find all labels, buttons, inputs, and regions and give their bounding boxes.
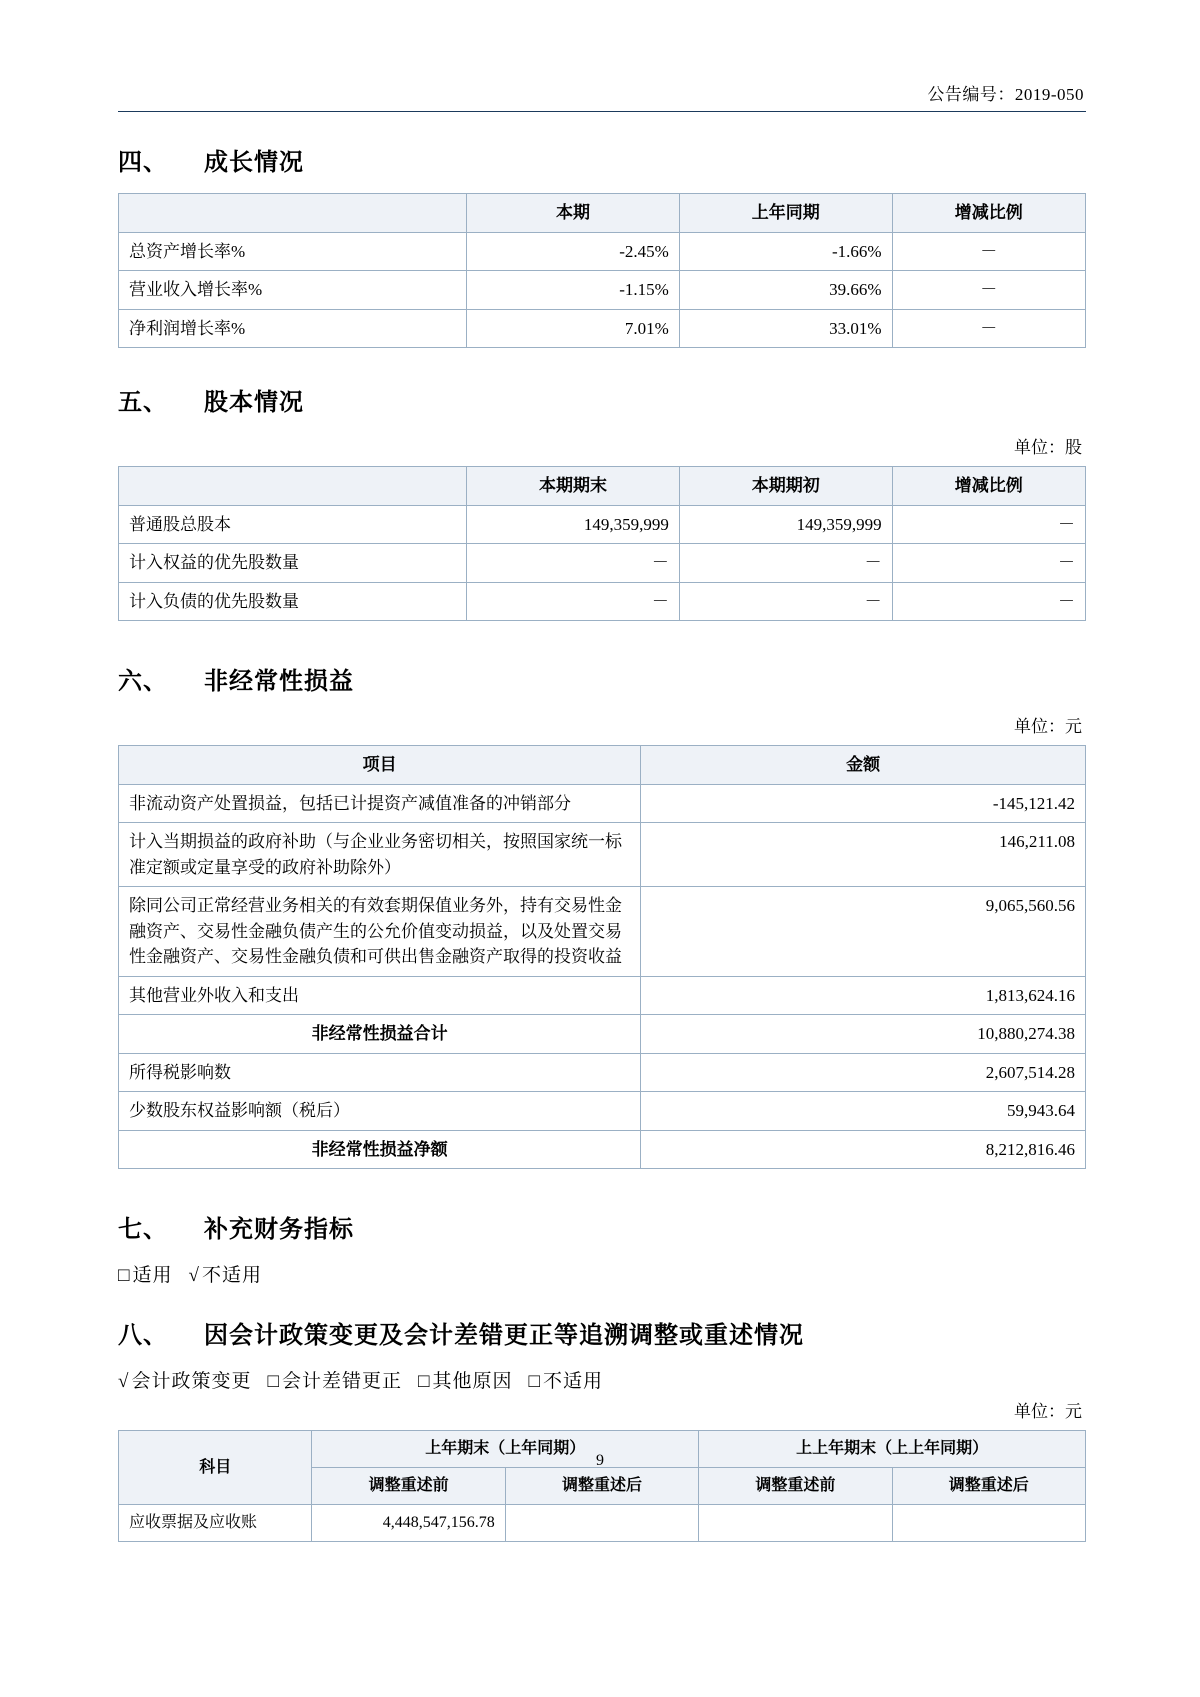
nonrec-r7-item: 非经常性损益净额 (119, 1130, 641, 1169)
nonrec-r5-amount: 2,607,514.28 (641, 1053, 1086, 1092)
nonrec-r0-item: 非流动资产处置损益，包括已计提资产减值准备的冲销部分 (119, 784, 641, 823)
nonrec-col-item: 项目 (119, 746, 641, 785)
growth-col-1: 本期 (467, 194, 680, 233)
section-heading-nonrecurring (118, 661, 1086, 696)
nonrec-r1-amount: 146,211.08 (641, 823, 1086, 887)
checkbox-not-applicable[interactable]: □ (528, 1371, 541, 1392)
growth-r1-label: 营业收入增长率% (119, 271, 467, 310)
section-number-nonrecurring: 六、 (118, 668, 168, 695)
nonrec-r7-amount: 8,212,816.46 (641, 1130, 1086, 1169)
equity-r0-end: 149,359,999 (467, 505, 680, 544)
nonrec-r3-amount: 1,813,624.16 (641, 976, 1086, 1015)
growth-col-2: 上年同期 (679, 194, 892, 233)
section-number-equity: 五、 (118, 389, 168, 416)
equity-table (118, 466, 1086, 621)
checkbox-supplementary-not-applicable[interactable]: √ (188, 1265, 200, 1286)
nonrec-r2-item: 除同公司正常经营业务相关的有效套期保值业务外，持有交易性金融资产、交易性金融负债产生的公允价值变动损益，以及处置交易性金融资产、交易性金融负债和可供出售金融资产取得的投资收益 (119, 887, 641, 977)
table-row (119, 887, 1086, 977)
label-error-correction: 会计差错更正 (281, 1371, 402, 1392)
section-number-supplementary: 七、 (118, 1216, 168, 1243)
table-row (119, 1015, 1086, 1054)
table-row (119, 271, 1086, 310)
section-title-equity: 股本情况 (204, 389, 304, 416)
page-content (118, 80, 1086, 1542)
restate-col-subject: 科目 (119, 1431, 312, 1505)
table-row (119, 582, 1086, 621)
table-header-row (119, 194, 1086, 233)
nonrec-r6-amount: 59,943.64 (641, 1092, 1086, 1131)
growth-col-3: 增减比例 (892, 194, 1085, 233)
table-row (119, 309, 1086, 348)
restatement-unit-label: 单位：元 (1014, 1402, 1082, 1421)
section-heading-growth (118, 142, 1086, 177)
restate-r0-before-1: 4,448,547,156.78 (312, 1505, 505, 1542)
table-row (119, 1092, 1086, 1131)
section-heading-supplementary (118, 1209, 1086, 1244)
equity-r1-end: － (467, 544, 680, 583)
nonrec-r4-amount: 10,880,274.38 (641, 1015, 1086, 1054)
growth-r1-prior: 39.66% (679, 271, 892, 310)
checkbox-other-reason[interactable]: □ (417, 1371, 431, 1392)
equity-col-2: 本期期初 (679, 467, 892, 506)
nonrec-r4-item: 非经常性损益合计 (119, 1015, 641, 1054)
growth-r2-current: 7.01% (467, 309, 680, 348)
section-title-restatement: 因会计政策变更及会计差错更正等追溯调整或重述情况 (204, 1322, 804, 1349)
page-header (118, 80, 1086, 111)
table-row (119, 232, 1086, 271)
growth-r0-change: － (892, 232, 1085, 271)
checkbox-supplementary-applicable[interactable]: □ (118, 1265, 131, 1286)
section-title-growth: 成长情况 (204, 149, 304, 176)
equity-r1-change: － (892, 544, 1085, 583)
section-heading-equity (118, 382, 1086, 417)
growth-r1-change: － (892, 271, 1085, 310)
equity-r2-change: － (892, 582, 1085, 621)
label-policy-change: 会计政策变更 (131, 1371, 252, 1392)
restate-col-prior-prior-year: 上上年期末（上上年同期） (699, 1431, 1086, 1468)
equity-r1-label: 计入权益的优先股数量 (119, 544, 467, 583)
restate-sub-after-2: 调整重述后 (892, 1468, 1085, 1505)
growth-r0-prior: -1.66% (679, 232, 892, 271)
growth-r1-current: -1.15% (467, 271, 680, 310)
checkbox-policy-change[interactable]: √ (118, 1371, 130, 1392)
restatement-table (118, 1430, 1086, 1542)
restatement-options (118, 1366, 1086, 1393)
growth-r2-prior: 33.01% (679, 309, 892, 348)
growth-r2-change: － (892, 309, 1085, 348)
nonrec-col-amount: 金额 (641, 746, 1086, 785)
page-footer-number: 9 (596, 1452, 604, 1469)
table-header-row (119, 467, 1086, 506)
growth-col-0 (119, 194, 467, 233)
restate-sub-before-2: 调整重述前 (699, 1468, 892, 1505)
equity-r2-end: － (467, 582, 680, 621)
nonrec-r5-item: 所得税影响数 (119, 1053, 641, 1092)
restate-r0-before-2 (699, 1505, 892, 1542)
label-not-applicable: 不适用 (542, 1371, 603, 1392)
section-heading-restatement (118, 1315, 1086, 1350)
restate-r0-after-2 (892, 1505, 1085, 1542)
label-other-reason: 其他原因 (432, 1371, 513, 1392)
label-supplementary-applicable: 适用 (132, 1265, 173, 1286)
table-row (119, 784, 1086, 823)
restate-r0-subject: 应收票据及应收账 (119, 1505, 312, 1542)
equity-r0-label: 普通股总股本 (119, 505, 467, 544)
equity-col-3: 增减比例 (892, 467, 1085, 506)
restate-col-prior-year: 上年期末（上年同期） (312, 1431, 699, 1468)
checkbox-error-correction[interactable]: □ (267, 1371, 280, 1392)
nonrec-r6-item: 少数股东权益影响额（税后） (119, 1092, 641, 1131)
table-row (119, 1053, 1086, 1092)
table-row (119, 976, 1086, 1015)
label-supplementary-not-applicable: 不适用 (201, 1265, 262, 1286)
growth-r0-current: -2.45% (467, 232, 680, 271)
table-row (119, 544, 1086, 583)
equity-col-0 (119, 467, 467, 506)
section-number-restatement: 八、 (118, 1322, 168, 1349)
equity-col-1: 本期期末 (467, 467, 680, 506)
restate-r0-after-1 (505, 1505, 698, 1542)
nonrec-r2-amount: 9,065,560.56 (641, 887, 1086, 977)
nonrec-r0-amount: -145,121.42 (641, 784, 1086, 823)
growth-table (118, 193, 1086, 348)
nonrecurring-unit-label: 单位：元 (1014, 717, 1082, 736)
supplementary-options (118, 1260, 1086, 1287)
table-row (119, 505, 1086, 544)
restate-sub-after-1: 调整重述后 (505, 1468, 698, 1505)
announcement-number: 公告编号：2019-050 (927, 85, 1084, 104)
growth-r2-label: 净利润增长率% (119, 309, 467, 348)
equity-r1-begin: － (679, 544, 892, 583)
equity-unit-label: 单位：股 (1014, 438, 1082, 457)
table-row (119, 823, 1086, 887)
equity-r0-begin: 149,359,999 (679, 505, 892, 544)
section-title-nonrecurring: 非经常性损益 (204, 668, 354, 695)
restate-sub-before-1: 调整重述前 (312, 1468, 505, 1505)
equity-r2-label: 计入负债的优先股数量 (119, 582, 467, 621)
section-number-growth: 四、 (118, 149, 168, 176)
nonrec-r1-item: 计入当期损益的政府补助（与企业业务密切相关，按照国家统一标准定额或定量享受的政府补助除外） (119, 823, 641, 887)
nonrec-r3-item: 其他营业外收入和支出 (119, 976, 641, 1015)
table-row (119, 1505, 1086, 1542)
nonrecurring-table (118, 745, 1086, 1169)
equity-r2-begin: － (679, 582, 892, 621)
section-title-supplementary: 补充财务指标 (204, 1216, 354, 1243)
table-header-row (119, 746, 1086, 785)
equity-r0-change: － (892, 505, 1085, 544)
growth-r0-label: 总资产增长率% (119, 232, 467, 271)
header-divider (118, 111, 1086, 112)
table-row (119, 1130, 1086, 1169)
